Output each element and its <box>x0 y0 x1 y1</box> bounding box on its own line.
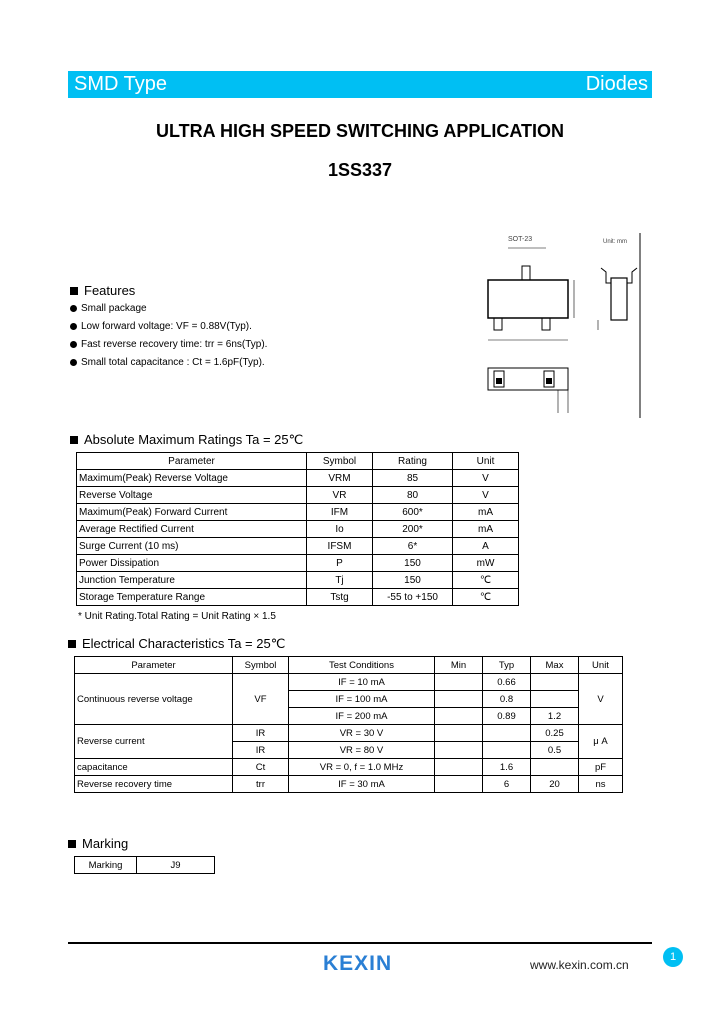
table-header-cell: Unit <box>579 657 623 674</box>
footer-url[interactable]: www.kexin.com.cn <box>530 958 629 972</box>
part-number: 1SS337 <box>327 160 393 180</box>
table-header-row <box>75 657 623 674</box>
table-cell: Junction Temperature <box>77 572 307 589</box>
table-cell: 0.5 <box>531 742 579 759</box>
table-cell: μ A <box>579 725 623 759</box>
table-cell: ℃ <box>453 572 519 589</box>
table-row <box>77 589 519 606</box>
feature-text: Small total capacitance : Ct = 1.6pF(Typ). <box>81 357 265 368</box>
table-cell <box>435 725 483 742</box>
table-header-cell: Rating <box>373 453 453 470</box>
table-cell: pF <box>579 759 623 776</box>
header-category: SMD Type <box>74 73 167 95</box>
table-cell: Surge Current (10 ms) <box>77 538 307 555</box>
package-outline-diagram <box>470 228 645 420</box>
table-cell: 150 <box>373 555 453 572</box>
header-type: Diodes <box>585 73 648 95</box>
table-cell: VF <box>233 674 289 725</box>
table-cell: trr <box>233 776 289 793</box>
table-cell: IFM <box>307 504 373 521</box>
table-cell: VRM <box>307 470 373 487</box>
table-cell: J9 <box>137 857 215 874</box>
table-cell: 0.8 <box>483 691 531 708</box>
table-cell: V <box>453 470 519 487</box>
table-cell: 200* <box>373 521 453 538</box>
abs-max-table <box>76 452 519 606</box>
features-heading-text: Features <box>84 283 136 298</box>
table-header-cell: Test Conditions <box>289 657 435 674</box>
table-cell: Reverse Voltage <box>77 487 307 504</box>
header-banner <box>68 71 652 98</box>
table-cell: VR = 30 V <box>289 725 435 742</box>
marking-table <box>74 856 215 874</box>
page-number: 1 <box>663 947 683 967</box>
table-row <box>75 759 623 776</box>
table-cell: 80 <box>373 487 453 504</box>
table-cell: 150 <box>373 572 453 589</box>
table-cell: capacitance <box>75 759 233 776</box>
table-cell: Maximum(Peak) Forward Current <box>77 504 307 521</box>
table-cell <box>531 759 579 776</box>
footer-divider <box>68 942 652 944</box>
table-cell <box>483 725 531 742</box>
abs-max-heading <box>70 432 303 448</box>
table-cell: mA <box>453 504 519 521</box>
bullet-dot-icon <box>70 305 77 312</box>
table-cell: V <box>579 674 623 725</box>
feature-text: Fast reverse recovery time: trr = 6ns(Typ). <box>81 339 268 350</box>
table-row <box>75 857 215 874</box>
table-cell: Maximum(Peak) Reverse Voltage <box>77 470 307 487</box>
table-cell <box>435 708 483 725</box>
table-cell: IR <box>233 742 289 759</box>
table-header-cell: Typ <box>483 657 531 674</box>
table-cell: IF = 30 mA <box>289 776 435 793</box>
feature-item <box>70 303 147 314</box>
table-cell: 85 <box>373 470 453 487</box>
table-cell: IF = 10 mA <box>289 674 435 691</box>
feature-item <box>70 321 252 332</box>
table-cell: Reverse current <box>75 725 233 759</box>
bullet-square-icon <box>68 640 76 648</box>
feature-item <box>70 357 265 368</box>
table-cell: 6* <box>373 538 453 555</box>
rating-note: * Unit Rating.Total Rating = Unit Rating × 1.5 <box>78 611 276 622</box>
table-cell: IFSM <box>307 538 373 555</box>
table-cell <box>531 691 579 708</box>
table-cell: Ct <box>233 759 289 776</box>
table-row <box>75 776 623 793</box>
table-row <box>77 538 519 555</box>
table-cell: Continuous reverse voltage <box>75 674 233 725</box>
table-header-cell: Max <box>531 657 579 674</box>
table-cell: IF = 200 mA <box>289 708 435 725</box>
table-cell: P <box>307 555 373 572</box>
bullet-square-icon <box>70 287 78 295</box>
table-header-cell: Unit <box>453 453 519 470</box>
table-row <box>75 725 623 742</box>
table-cell: Average Rectified Current <box>77 521 307 538</box>
table-row <box>77 504 519 521</box>
table-cell: A <box>453 538 519 555</box>
table-cell: 600* <box>373 504 453 521</box>
package-label: SOT-23 <box>508 236 533 243</box>
elec-heading-text: Electrical Characteristics Ta = 25℃ <box>82 636 286 651</box>
table-header-cell: Min <box>435 657 483 674</box>
table-row <box>77 487 519 504</box>
marking-heading <box>68 836 128 851</box>
features-heading <box>70 283 135 298</box>
feature-text: Low forward voltage: VF = 0.88V(Typ). <box>81 321 252 332</box>
unit-label: Unit: mm <box>603 239 627 245</box>
marking-heading-text: Marking <box>82 836 129 851</box>
table-cell: -55 to +150 <box>373 589 453 606</box>
table-cell: 0.25 <box>531 725 579 742</box>
table-cell: VR = 80 V <box>289 742 435 759</box>
bullet-square-icon <box>70 436 78 444</box>
table-row <box>77 572 519 589</box>
table-header-cell: Symbol <box>233 657 289 674</box>
table-cell <box>435 759 483 776</box>
bullet-dot-icon <box>70 341 77 348</box>
table-cell <box>531 674 579 691</box>
table-cell: 20 <box>531 776 579 793</box>
table-cell: V <box>453 487 519 504</box>
table-cell: Power Dissipation <box>77 555 307 572</box>
table-header-cell: Parameter <box>77 453 307 470</box>
table-row <box>75 674 623 691</box>
table-cell: Marking <box>75 857 137 874</box>
table-cell: VR = 0, f = 1.0 MHz <box>289 759 435 776</box>
table-cell: Tj <box>307 572 373 589</box>
table-cell: VR <box>307 487 373 504</box>
table-cell <box>483 742 531 759</box>
bullet-dot-icon <box>70 359 77 366</box>
table-cell: Storage Temperature Range <box>77 589 307 606</box>
table-cell: ns <box>579 776 623 793</box>
feature-item <box>70 339 267 350</box>
table-cell: mA <box>453 521 519 538</box>
table-cell: IF = 100 mA <box>289 691 435 708</box>
table-row <box>77 521 519 538</box>
table-row <box>77 470 519 487</box>
page-title: ULTRA HIGH SPEED SWITCHING APPLICATION <box>156 121 564 141</box>
table-cell <box>435 776 483 793</box>
table-cell: 6 <box>483 776 531 793</box>
elec-heading <box>68 636 285 652</box>
table-cell: 1.2 <box>531 708 579 725</box>
table-cell <box>435 674 483 691</box>
table-header-row <box>77 453 519 470</box>
table-cell: Reverse recovery time <box>75 776 233 793</box>
bullet-dot-icon <box>70 323 77 330</box>
table-row <box>77 555 519 572</box>
table-cell: 1.6 <box>483 759 531 776</box>
table-cell <box>435 742 483 759</box>
feature-text: Small package <box>81 303 147 314</box>
elec-table <box>74 656 623 793</box>
table-cell: IR <box>233 725 289 742</box>
kexin-logo: KEXIN <box>323 952 393 975</box>
table-cell <box>435 691 483 708</box>
table-cell: Io <box>307 521 373 538</box>
table-header-cell: Symbol <box>307 453 373 470</box>
table-cell: 0.89 <box>483 708 531 725</box>
table-cell: Tstg <box>307 589 373 606</box>
bullet-square-icon <box>68 840 76 848</box>
table-cell: ℃ <box>453 589 519 606</box>
table-cell: mW <box>453 555 519 572</box>
abs-max-heading-text: Absolute Maximum Ratings Ta = 25℃ <box>84 432 304 447</box>
table-header-cell: Parameter <box>75 657 233 674</box>
table-cell: 0.66 <box>483 674 531 691</box>
